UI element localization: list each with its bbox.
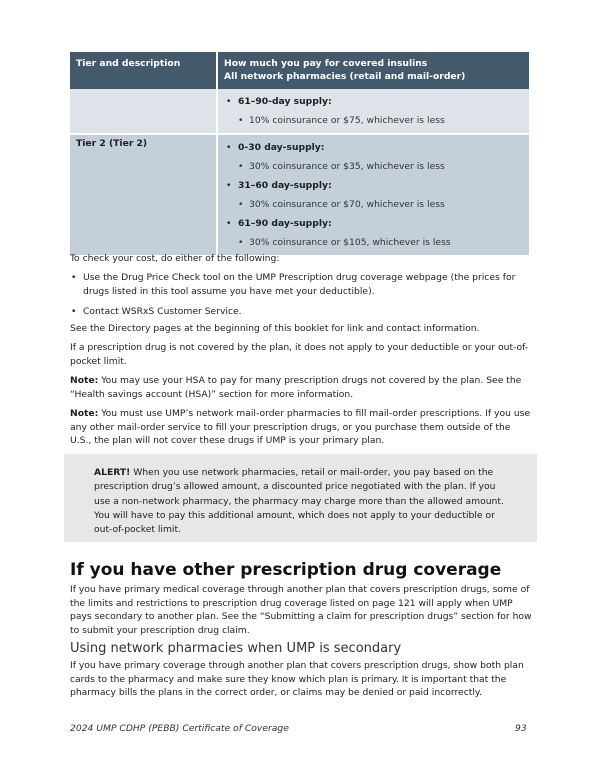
page-number: 93 xyxy=(515,723,527,734)
alert-text xyxy=(94,466,514,537)
tier-cell xyxy=(70,89,217,134)
note-label: Note: xyxy=(70,408,99,419)
table-header-row xyxy=(70,52,529,89)
subsection-heading: Using network pharmacies when UMP is secondary xyxy=(70,641,402,656)
header-cost xyxy=(217,52,529,89)
note-text: You must use UMP’s network mail-order pharmacies to fill mail-order prescriptions. If you use any other mail-order service to fill your prescription drugs, or you purchase them outside of the U.S., the plan will not cover these drugs if UMP is your primary plan. xyxy=(70,408,531,446)
section-body: If you have primary medical coverage through another plan that covers prescription drugs, some of the limits and restrictions to prescription drug coverage listed on page 121 will apply when UMP pays secondary to another plan. See the “Submitting a claim for prescription drugs” section for how to submit your prescription drug claim. xyxy=(70,584,532,636)
not-covered-note: If a prescription drug is not covered by the plan, it does not apply to your deductible or your out-of-pocket limit. xyxy=(70,342,529,367)
table-row xyxy=(70,89,529,134)
alert-label: ALERT! xyxy=(94,467,131,478)
list-item: • Contact WSRxS Customer Service. xyxy=(70,305,532,319)
directory-note: See the Directory pages at the beginning of this booklet for link and contact information. xyxy=(70,323,480,334)
supply-label: • 0-30 day-supply: xyxy=(224,138,523,157)
hsa-note xyxy=(70,374,532,401)
tier-cell: Tier 2 (Tier 2) xyxy=(70,134,217,255)
note-label: Note: xyxy=(70,375,99,386)
coverage-table-wrapper xyxy=(70,52,529,255)
supply-label: • 61–90 day-supply: xyxy=(224,214,523,233)
subsection-body: If you have primary coverage through another plan that covers prescription drugs, show both plan cards to the pharmacy and make sure they know which plan is primary. It is important that the pharmacy bills the plans in the correct order, or claims may be denied or paid incorrectly. xyxy=(70,660,524,698)
check-cost-list xyxy=(70,271,532,326)
mail-order-note xyxy=(70,407,532,448)
header-cost-line1: How much you pay for covered insulins xyxy=(224,58,428,69)
insulin-cost-table xyxy=(70,52,529,255)
cost-cell xyxy=(217,89,529,134)
note-text: You may use your HSA to pay for many prescription drugs not covered by the plan. See the “Health savings account (HSA)” section for more information. xyxy=(70,375,522,400)
section-heading: If you have other prescription drug coverage xyxy=(70,560,502,580)
supply-label: • 31–60 day-supply: xyxy=(224,176,523,195)
table-row xyxy=(70,134,529,255)
header-tier: Tier and description xyxy=(70,52,217,89)
cost-text: • 10% coinsurance or $75, whichever is less xyxy=(224,111,523,130)
cost-text: • 30% coinsurance or $35, whichever is less xyxy=(224,157,523,176)
cost-text: • 30% coinsurance or $105, whichever is less xyxy=(224,233,523,252)
cost-cell xyxy=(217,134,529,255)
header-cost-line2: All network pharmacies (retail and mail-order) xyxy=(224,71,466,82)
alert-box xyxy=(64,454,537,542)
cost-text: • 30% coinsurance or $70, whichever is less xyxy=(224,195,523,214)
supply-label: • 61–90-day supply: xyxy=(224,92,523,111)
footer-title: 2024 UMP CDHP (PEBB) Certificate of Coverage xyxy=(70,723,289,734)
alert-body: When you use network pharmacies, retail or mail-order, you pay based on the prescription drug’s allowed amount, a discounted price negotiated with the plan. If you use a non-network pharmacy, the pharmacy may charge more than the allowed amount. You will have to pay this additional amount, which does not apply to your deductible or out-of-pocket limit. xyxy=(94,467,504,536)
check-cost-intro: To check your cost, do either of the following: xyxy=(70,253,280,264)
list-item: • Use the Drug Price Check tool on the UMP Prescription drug coverage webpage (the prices for drugs listed in this tool assume you have met your deductible). xyxy=(70,271,532,298)
